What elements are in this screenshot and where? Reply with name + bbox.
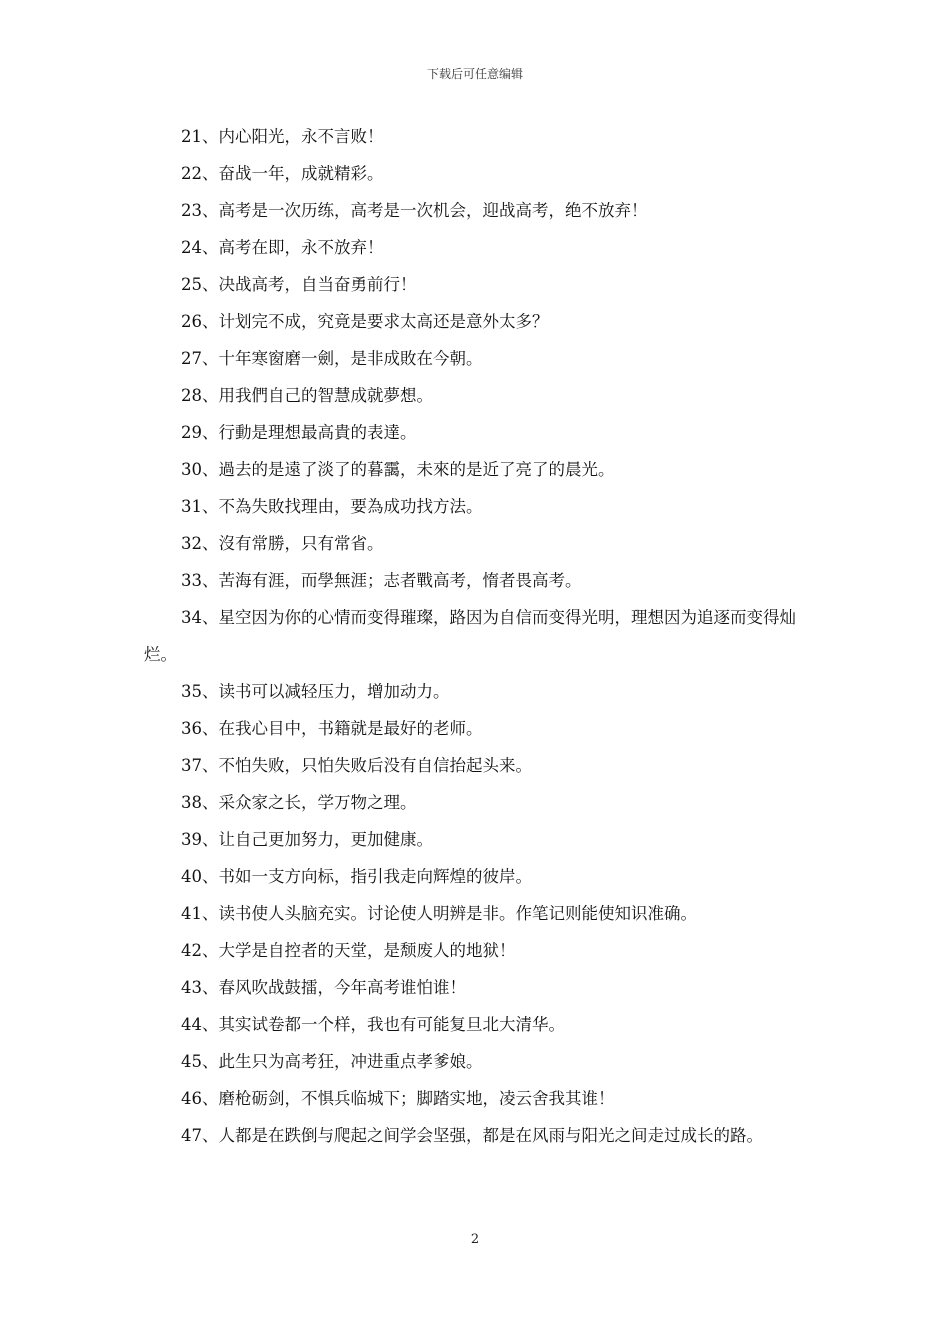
list-item: 22、奋战一年，成就精彩。	[181, 164, 384, 183]
list-item: 35、读书可以减轻压力，增加动力。	[181, 682, 450, 701]
list-item: 23、高考是一次历练，高考是一次机会，迎战高考，绝不放弃！	[181, 201, 648, 220]
page-header: 下载后可任意编辑	[426, 67, 523, 81]
list-item: 38、采众家之长，学万物之理。	[181, 793, 417, 812]
list-item: 37、不怕失败，只怕失败后没有自信抬起头来。	[181, 756, 532, 775]
list-item: 27、十年寒窗磨一劍，是非成敗在今朝。	[181, 349, 483, 368]
list-item: 33、苦海有涯，而學無涯；志者戰高考，惰者畏高考。	[181, 571, 582, 590]
page-number: 2	[470, 1232, 480, 1247]
list-item: 32、沒有常勝，只有常省。	[181, 534, 384, 553]
list-item: 30、過去的是遠了淡了的暮靄，未來的是近了亮了的晨光。	[181, 460, 615, 479]
list-item: 43、春风吹战鼓擂，今年高考谁怕谁！	[181, 978, 466, 997]
list-item: 28、用我們自己的智慧成就夢想。	[181, 386, 433, 405]
quote-list	[144, 118, 808, 1154]
list-item: 47、人都是在跌倒与爬起之间学会坚强，都是在风雨与阳光之间走过成长的路。	[181, 1126, 763, 1145]
list-item: 45、此生只为高考狂，冲进重点孝爹娘。	[181, 1052, 483, 1071]
list-item: 42、大学是自控者的天堂，是颓废人的地狱！	[181, 941, 516, 960]
list-item: 46、磨枪砺剑，不惧兵临城下；脚踏实地，凌云舍我其谁！	[181, 1089, 615, 1108]
list-item: 24、高考在即，永不放弃！	[181, 238, 384, 257]
list-item: 36、在我心目中，书籍就是最好的老师。	[181, 719, 483, 738]
list-item: 25、决战高考，自当奋勇前行！	[181, 275, 417, 294]
list-item: 39、让自己更加努力，更加健康。	[181, 830, 433, 849]
list-item: 41、读书使人头脑充实。讨论使人明辨是非。作笔记则能使知识准确。	[181, 904, 697, 923]
list-item: 29、行動是理想最高貴的表達。	[181, 423, 417, 442]
list-item: 21、内心阳光，永不言败！	[181, 127, 384, 146]
list-item: 26、计划完不成，究竟是要求太高还是意外太多？	[181, 312, 549, 331]
list-item: 31、不為失敗找理由，要為成功找方法。	[181, 497, 483, 516]
list-item: 44、其实试卷都一个样，我也有可能复旦北大清华。	[181, 1015, 565, 1034]
list-item: 40、书如一支方向标，指引我走向辉煌的彼岸。	[181, 867, 532, 886]
list-item: 34、星空因为你的心情而变得璀璨，路因为自信而变得光明，理想因为追逐而变得灿烂。	[144, 608, 796, 664]
